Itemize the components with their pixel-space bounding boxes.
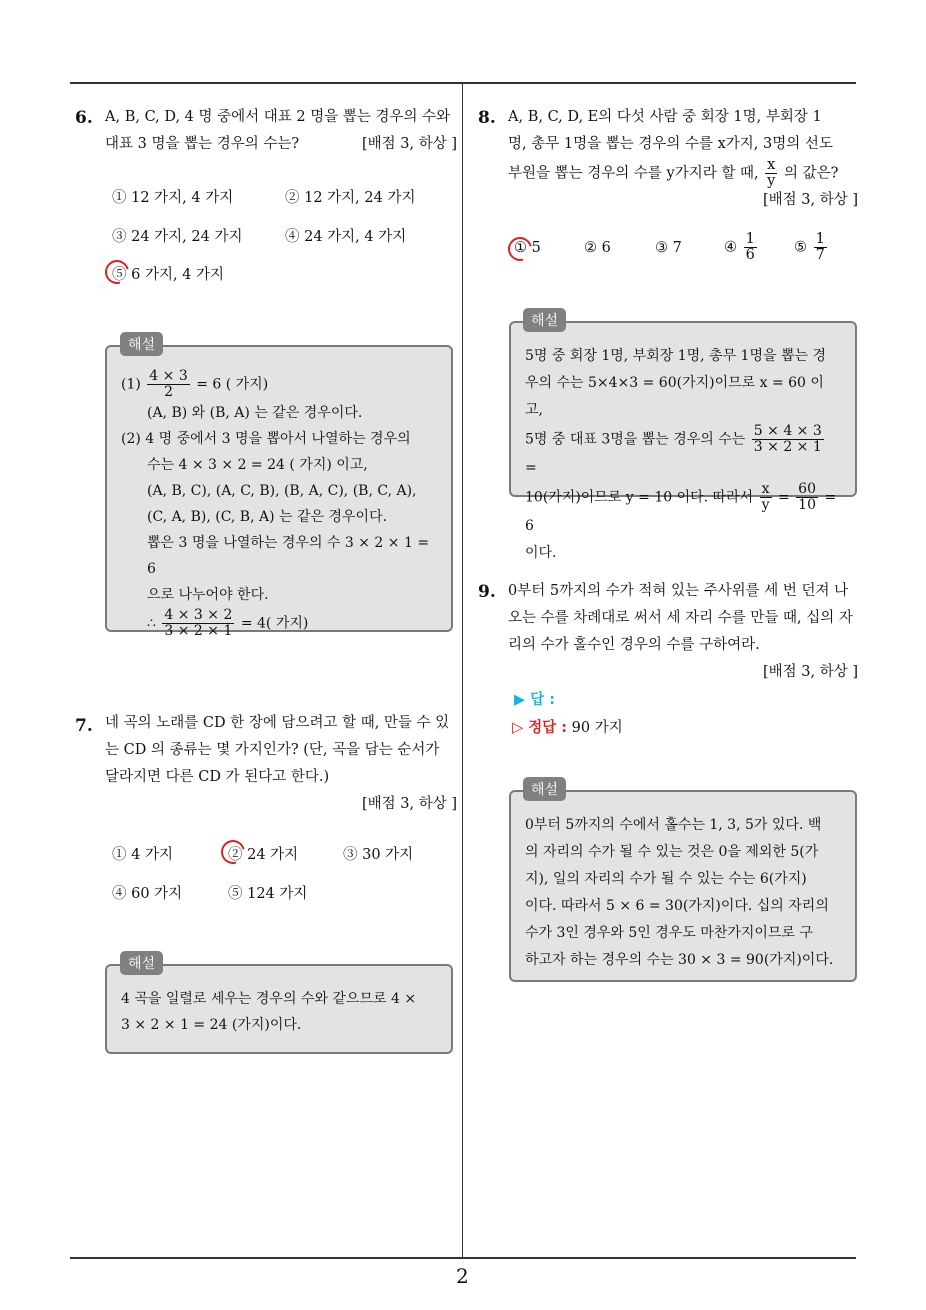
q7-exp-line2: 3 × 2 × 1 = 24 (가지)이다. <box>121 1017 302 1033</box>
q8-choice-2[interactable]: ② 6 <box>584 240 611 256</box>
q6-exp-fraction2: $\frac{4 \times 3 \times 2}{3 \times 2 \times 1}$ <box>164 607 233 639</box>
q6-choice-3[interactable]: ③ 24 가지, 24 가지 <box>112 229 243 245</box>
q6-exp-line7: 뽑은 3 명을 나열하는 경우의 수 3 × 2 × 1 = 6 <box>147 535 430 577</box>
q6-exp-fraction1: $\frac{4 \times 3}{2}$ <box>149 368 188 400</box>
q6-exp-line3: (2) 4 명 중에서 3 명을 뽑아서 나열하는 경우의 <box>121 431 411 447</box>
q7-choice-1[interactable]: ① 4 가지 <box>112 847 173 863</box>
q6-exp-line2: (A, B) 와 (B, A) 는 같은 경우이다. <box>147 405 363 421</box>
q8-exp-line2: 우의 수는 5×4×3 = 60(가지)이므로 x = 60 이고, <box>525 375 824 418</box>
q6-exp-line5: (A, B, C), (A, C, B), (B, A, C), (B, C, A), <box>147 483 417 499</box>
q7-meta: [배점 3, 하상 ] <box>361 796 457 812</box>
q6-exp-line1: (1) $\frac{4 \times 3}{2}$ = 6 ( 가지) <box>121 368 269 400</box>
q7-choice-3[interactable]: ③ 30 가지 <box>343 847 414 863</box>
q8-text <box>508 104 858 211</box>
q7-number: 7. <box>75 716 93 736</box>
q7-explanation-tag: 해설 <box>120 951 163 975</box>
q6-explanation-box <box>105 345 453 639</box>
q7-choice-4[interactable]: ④ 60 가지 <box>112 886 183 902</box>
q8-line2: 명, 총무 1명을 뽑는 경우의 수를 x가지, 3명의 선도 <box>508 136 833 152</box>
q9-explanation-box <box>509 790 857 982</box>
q6-choice-4[interactable]: ④ 24 가지, 4 가지 <box>285 229 407 245</box>
q8-exp-line1: 5명 중 회장 1명, 부회장 1명, 총무 1명을 뽑는 경 <box>525 348 826 364</box>
page-number: 2 <box>456 1264 469 1288</box>
q8-line1: A, B, C, D, E의 다섯 사람 중 회장 1명, 부회장 1 <box>508 109 822 125</box>
q6-exp-line9: ∴ $\frac{4 \times 3 \times 2}{3 \times 2 \times 1}$ = 4( 가지) <box>147 607 309 639</box>
q6-explanation-tag: 해설 <box>120 332 163 356</box>
q6-exp-line4: 수는 4 × 3 × 2 = 24 ( 가지) 이고, <box>147 457 368 473</box>
q7-choice-5[interactable]: ⑤ 124 가지 <box>228 886 308 902</box>
q7-exp-line1: 4 곡을 일렬로 세우는 경우의 수와 같으므로 4 × <box>121 991 417 1007</box>
q6-question: A, B, C, D, 4 명 중에서 대표 2 명을 뽑는 경우의 수와 대표 3 명을 뽑는 경우의 수는? <box>105 109 451 152</box>
q8-exp-line3: 5명 중 대표 3명을 뽑는 경우의 수는 $\frac{5 \times 4 \times 3}{3 \times 2 \times 1}$ = <box>525 423 822 476</box>
q8-exp-fraction3: $\frac{60}{10}$ <box>798 481 816 513</box>
q8-answer-mark-icon <box>504 233 537 266</box>
q6-meta: [배점 3, 하상 ] <box>361 136 457 152</box>
q8-choice-4[interactable]: ④ $\frac{1}{6}$ <box>724 231 755 263</box>
q9-exp-line3: 지), 일의 자리의 수가 될 수 있는 수는 6(가지) <box>525 871 807 887</box>
q8-choice-1[interactable]: ① 5 <box>514 240 541 256</box>
q9-exp-line1: 0부터 5까지의 수에서 홀수는 1, 3, 5가 있다. 백 <box>525 817 822 833</box>
q8-exp-fraction1: $\frac{5 \times 4 \times 3}{3 \times 2 \times 1}$ <box>753 423 822 455</box>
q9-correct-label: ▷ 정답 : <box>512 720 568 736</box>
q8-fraction: $\frac{x}{y}$ <box>767 157 776 189</box>
top-rule <box>70 82 856 84</box>
q6-choice-1[interactable]: ① 12 가지, 4 가지 <box>112 190 234 206</box>
q8-exp-fraction2: $\frac{x}{y}$ <box>761 481 770 513</box>
q6-choice-2[interactable]: ② 12 가지, 24 가지 <box>285 190 416 206</box>
q9-correct-value: 90 가지 <box>571 720 623 736</box>
q9-explanation-tag: 해설 <box>523 777 566 801</box>
q8-explanation-box <box>509 321 857 561</box>
q8-choice-5[interactable]: ⑤ $\frac{1}{7}$ <box>794 231 825 263</box>
q6-number: 6. <box>75 108 93 128</box>
q6-text <box>105 104 457 158</box>
q7-text <box>105 710 457 818</box>
q8-meta: [배점 3, 하상 ] <box>762 192 858 208</box>
q6-choice-5[interactable]: ⑤ 6 가지, 4 가지 <box>112 267 225 283</box>
q9-exp-line5: 수가 3인 경우와 5인 경우도 마찬가지이므로 구 <box>525 925 813 941</box>
q9-question: 0부터 5까지의 수가 적혀 있는 주사위를 세 번 던져 나오는 수를 차례대로 써서 세 자리 수를 만들 때, 십의 자리의 수가 홀수인 경우의 수를 구하여라. <box>508 583 853 653</box>
q7-question: 네 곡의 노래를 CD 한 장에 담으려고 할 때, 만들 수 있는 CD 의 종류는 몇 가지인가? (단, 곡을 담는 순서가 달라지면 다른 CD 가 된다고 한다.) <box>105 715 450 785</box>
q9-number: 9. <box>478 582 496 602</box>
q6-exp-line8: 으로 나누어야 한다. <box>147 587 269 603</box>
q9-exp-line4: 이다. 따라서 5 × 6 = 30(가지)이다. 십의 자리의 <box>525 898 829 914</box>
q6-exp-line6: (C, A, B), (C, B, A) 는 같은 경우이다. <box>147 509 388 525</box>
q8-number: 8. <box>478 108 496 128</box>
q9-text <box>508 578 858 686</box>
q8-choice-3[interactable]: ③ 7 <box>655 240 682 256</box>
q9-answer-label: ▶ 답 : <box>514 692 556 708</box>
q7-choice-2[interactable]: ② 24 가지 <box>228 847 299 863</box>
q8-exp-line5: 이다. <box>525 545 557 561</box>
bottom-rule <box>70 1257 856 1259</box>
q8-exp-line4: 10(가지)이므로 y = 10 이다. 따라서 $\frac{x}{y}$ = $\frac{60}{10}$ = 6 <box>525 481 837 534</box>
q9-meta: [배점 3, 하상 ] <box>762 664 858 680</box>
q7-explanation-box <box>105 964 453 1054</box>
q9-exp-line2: 의 자리의 수가 될 수 있는 것은 0을 제외한 5(가 <box>525 844 819 860</box>
q8-line3: 부원을 뽑는 경우의 수를 y가지라 할 때, $\frac{x}{y}$ 의 값은? <box>508 157 839 189</box>
q8-explanation-tag: 해설 <box>523 308 566 332</box>
q9-correct-row <box>512 716 623 737</box>
q9-exp-line6: 하고자 하는 경우의 수는 30 × 3 = 90(가지)이다. <box>525 952 834 968</box>
column-divider <box>462 84 463 1258</box>
